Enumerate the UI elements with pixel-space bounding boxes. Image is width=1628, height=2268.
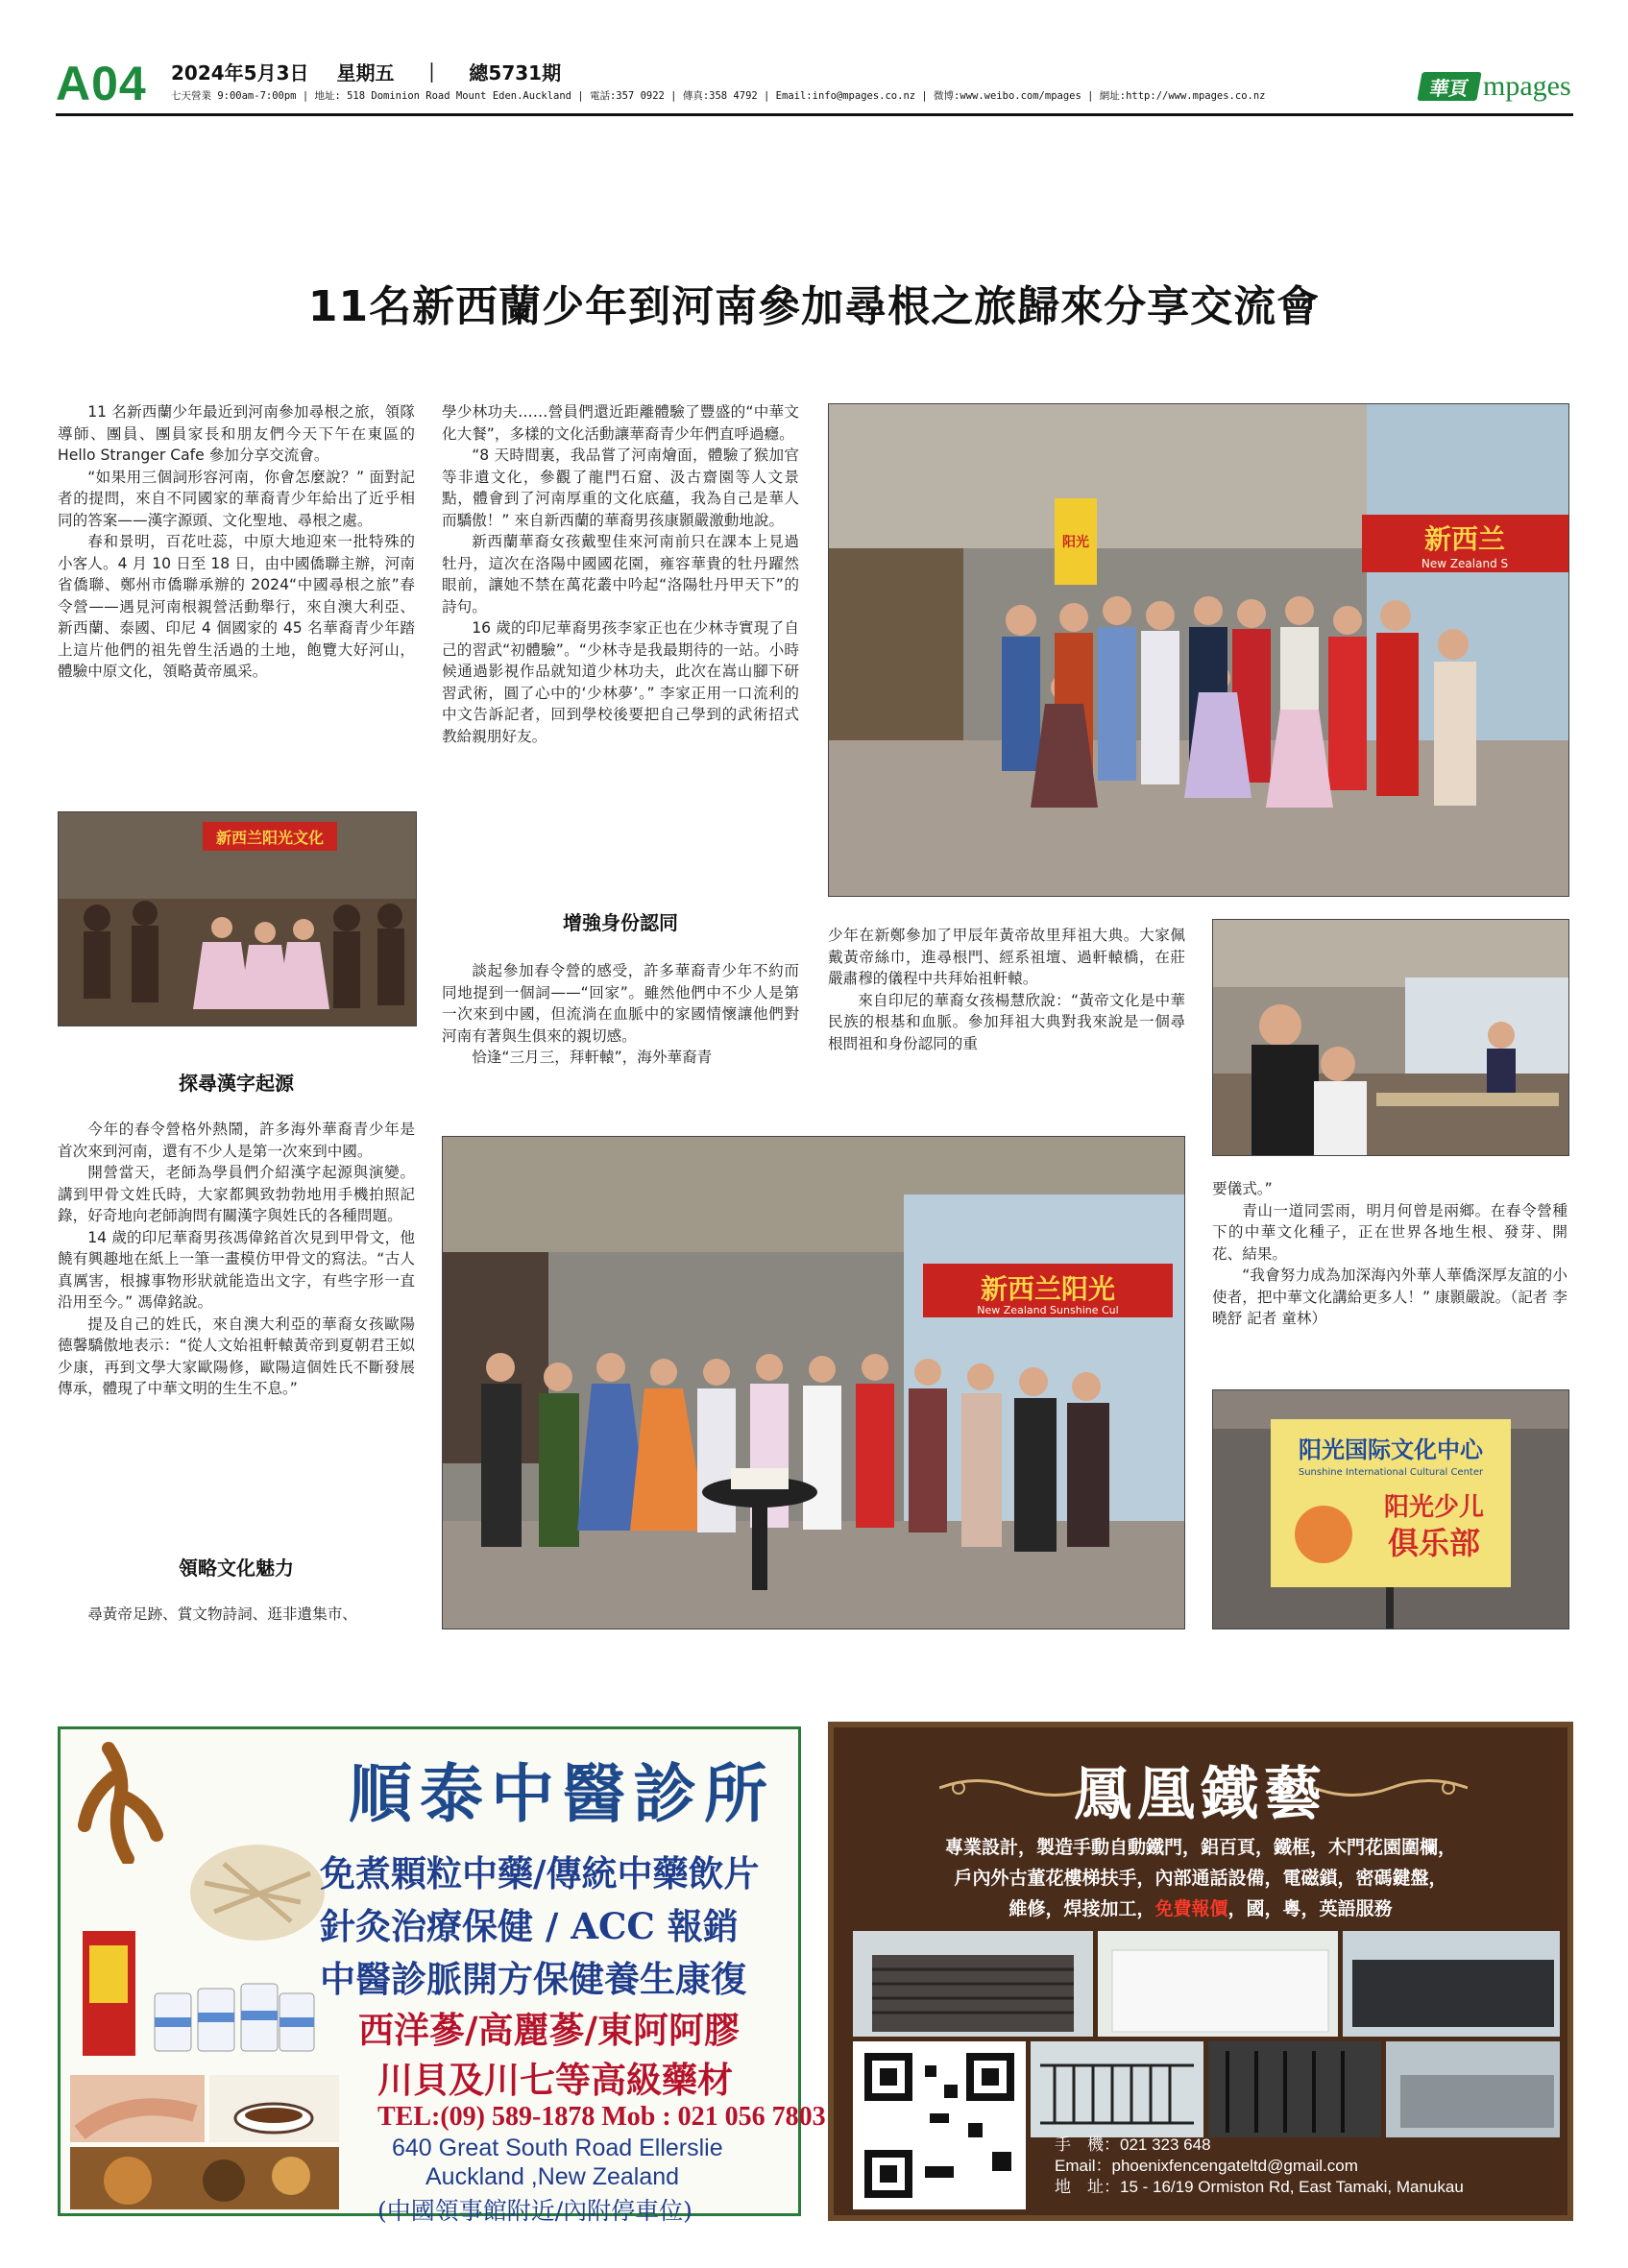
ad-phoenix-ironwork [828, 1722, 1573, 2221]
paragraph: 新西蘭華裔女孩戴聖佳來河南前只在課本上見過牡丹，這次在洛陽中國國花園，雍容華貴的牡丹躍然眼前，讓她不禁在萬花叢中吟起“洛陽牡丹甲天下”的詩句。 [442, 533, 799, 615]
paragraph: 談起參加春令營的感受，許多華裔青少年不約而同地提到一個詞——“回家”。雖然他們中不少人是第一次來到中國，但流淌在血脈中的家國情懷讓他們對河南有著與生俱來的親切感。 [442, 962, 799, 1045]
photo-event-crowd [58, 811, 417, 1026]
banner-text: 新西兰 [1423, 523, 1506, 555]
paragraph: “8 天時間裏，我品嘗了河南燴面，體驗了猴加官等非遺文化，參觀了龍門石窟、汲古齋園等人文景點，體會到了河南厚重的文化底蘊，我為自己是華人而驕傲！” 來自新西蘭的華裔男孩康顥嚴激動地說。 [442, 446, 799, 529]
issue-weekday: 星期五 [336, 61, 395, 84]
page-number: A04 [56, 57, 147, 110]
separator: ｜ [422, 61, 442, 84]
medicine-products-image [78, 1926, 318, 2061]
free-quote: 免費報價 [1154, 1898, 1228, 1919]
paragraph: 14 歲的印尼華裔男孩馮偉銘首次見到甲骨文，他饒有興趣地在紙上一筆一畫模仿甲骨文的寫法。“古人真厲害，根據事物形狀就能造出文字，有些字形一直沿用至今。” 馮偉銘說。 [58, 1228, 415, 1311]
header-rule [56, 113, 1573, 116]
paragraph: 春和景明，百花吐蕊，中原大地迎來一批特殊的小客人。4 月 10 日至 18 日，由中國僑聯主辦，河南省僑聯、鄭州市僑聯承辦的 2024“中國尋根之旅”春令營——遇見河南根親營活動舉行，來自澳大利亞、新西蘭、泰國、印尼 4 個國家的 45 名華裔青少年踏上這片他們的祖先曾生活過的土地，飽覽大好河山，體驗中原文化，領略黃帝風采。 [58, 533, 415, 680]
clinic-title: 順泰中醫診所 [349, 1756, 775, 1831]
article-column-2 [442, 401, 799, 747]
photo-group-cake [442, 1136, 1185, 1629]
ad-line-red: 川貝及川七等高級藥材 [377, 2059, 733, 2101]
subheading-culture: 領略文化魅力 [179, 1556, 294, 1580]
desc-part: ，國，粵，英語服務 [1227, 1898, 1393, 1919]
ad-line: 免煮顆粒中藥/傳統中藥飲片 [320, 1852, 760, 1894]
paragraph: 尋黃帝足跡、賞文物詩詞、逛非遺集市、 [87, 1605, 357, 1623]
paragraph: 今年的春令營格外熱鬧，許多海外華裔青少年是首次來到河南，還有不少人是第一次來到中國。 [58, 1121, 415, 1160]
paragraph: 16 歲的印尼華裔男孩李家正也在少林寺實現了自己的習武“初體驗”。“少林寺是我最期待的一站。小時候通過影視作品就知道少林功夫，此次在嵩山腳下研習武術，圓了心中的‘少林夢’。” 李家正用一口流利的中文告訴記者，回到學校後要把自己學到的武術招式教給親朋好友。 [442, 619, 799, 745]
clinic-address-note: (中國領事館附近/內附停車位) [377, 2197, 693, 2225]
paragraph: 學少林功夫……營員們還近距離體驗了豐盛的“中華文化大餐”，多樣的文化活動讓華裔青少年們直呼過癮。 [442, 403, 799, 443]
photo-seated-students [1212, 919, 1569, 1156]
ad-line: 針灸治療保健 / ACC 報銷 [320, 1905, 739, 1947]
logo-mark: 華頁 [1417, 72, 1481, 101]
logo-text: mpages [1483, 70, 1571, 102]
ironwork-title: 鳳凰鐵藝 [1074, 1761, 1327, 1828]
issue-date: 2024年5月3日 [171, 61, 309, 84]
paragraph: “我會努力成為加深海內外華人華僑深厚友誼的小使者，把中華文化講給更多人！” 康顥嚴說。（記者 李曉舒 記者 童林） [1212, 1267, 1567, 1327]
ad-line: 中醫診脈開方保健養生康復 [320, 1958, 746, 2000]
sign-title: 阳光国际文化中心 [1299, 1436, 1483, 1463]
photo-banner-small: 新西兰阳光文化 [215, 829, 325, 847]
banner-text-en: New Zealand S [1421, 557, 1509, 570]
paragraph: 要儀式。” [1212, 1180, 1273, 1197]
ginseng-image [70, 1739, 205, 1864]
ironwork-desc [834, 1894, 1567, 1920]
paragraph: 提及自己的姓氏，來自澳大利亞的華裔女孩歐陽德馨驕傲地表示：“從人文始祖軒轅黃帝到夏朝君王姒少康，再到文學大家歐陽修，歐陽這個姓氏不斷發展傳承，體現了中華文明的生生不息。” [58, 1315, 415, 1397]
article-column-1c [58, 1604, 415, 1626]
article-column-2b [442, 960, 799, 1069]
paragraph: 11 名新西蘭少年最近到河南參加尋根之旅，領隊導師、團員、團員家長和朋友們今天下午在東區的 Hello Stranger Cafe 參加分享交流會。 [58, 403, 415, 464]
clinic-address-line: 640 Great South Road Ellerslie [392, 2135, 723, 2161]
banner-small-text: 阳光 [1062, 535, 1089, 550]
sign-sub1: 阳光少儿 [1383, 1493, 1485, 1522]
date-line [171, 58, 582, 85]
clinic-address-line: Auckland ,New Zealand [425, 2163, 680, 2190]
paragraph: 來自印尼的華裔女孩楊慧欣說：“黃帝文化是中華民族的根基和血脈。參加拜祖大典對我來說是一個尋根問祖和身份認同的重 [828, 991, 1185, 1052]
banner-text: 新西兰阳光 [980, 1273, 1116, 1305]
sign-sub2: 俱乐部 [1387, 1525, 1481, 1561]
ironwork-desc: 戶內外古董花樓梯扶手，內部通話設備，電磁鎖，密碼鍵盤， [954, 1868, 1447, 1889]
acupuncture-tea-image [70, 2075, 339, 2209]
subheading-identity: 增強身份認同 [563, 911, 678, 934]
paragraph: 少年在新鄭參加了甲辰年黃帝故里拜祖大典。大家佩戴黃帝絲巾，進尋根門、經系祖壇、過軒轅橋，在莊嚴肅穆的儀程中共拜始祖軒轅。 [828, 927, 1185, 987]
clinic-phone: TEL:(09) 589-1878 Mob : 021 056 7803 [377, 2102, 826, 2132]
desc-part: 維修，焊接加工， [1008, 1898, 1155, 1919]
ad-line-red: 西洋蔘/高麗蔘/東阿阿膠 [358, 2009, 741, 2051]
paragraph: 青山一道同雲雨，明月何曾是兩鄉。在春令營種下的中華文化種子，正在世界各地生根、發芽、開花、結果。 [1212, 1201, 1567, 1263]
sign-en: Sunshine International Cultural Center [1298, 1467, 1484, 1478]
paragraph: 恰逢“三月三，拜軒轅”，海外華裔青 [472, 1049, 713, 1066]
ironwork-desc: 專業設計，製造手動自動鐵門，鋁百頁，鐵框，木門花園圍欄， [944, 1837, 1456, 1858]
mpages-logo [1420, 67, 1571, 106]
ad-chinese-medicine-clinic [58, 1726, 826, 2225]
contact-info-line: 七天營業 9:00am-7:00pm | 地址: 518 Dominion Road Mount Eden.Auckland | 電話:357 0922 | 傳真:358 4792 | Email:info@mpages.co.nz | 微博:www.weibo.com/mpages | 網址:http://www.mpages.co.nz [171, 90, 1266, 102]
issue-number: 總5731期 [469, 61, 562, 84]
article-column-4 [1212, 1178, 1567, 1330]
article-column-1b [58, 1119, 415, 1400]
photo-sunshine-sign [1212, 1389, 1569, 1629]
article-headline: 11名新西蘭少年到河南參加尋根之旅歸來分享交流會 [307, 282, 1321, 331]
article-column-1 [58, 401, 415, 683]
ironwork-email: Email：phoenixfencengateltd@gmail.com [1055, 2157, 1358, 2175]
ironwork-address: 地 址：15 - 16/19 Ormiston Rd, East Tamaki, Manukau [1055, 2178, 1464, 2196]
article-column-3 [828, 925, 1185, 1054]
subheading-hanzi: 探尋漢字起源 [179, 1072, 294, 1095]
paragraph: “如果用三個詞形容河南，你會怎麼說？” 面對記者的提問，來自不同國家的華裔青少年給出了近乎相同的答案——漢字源頭、文化聖地、尋根之處。 [58, 468, 415, 529]
paragraph: 開營當天，老師為學員們介紹漢字起源與演變。講到甲骨文姓氏時，大家都興致勃勃地用手機拍照記錄，好奇地向老師詢問有關漢字與姓氏的各種問題。 [58, 1164, 415, 1224]
ironwork-phone: 手 機：021 323 648 [1055, 2135, 1211, 2154]
banner-text-en: New Zealand Sunshine Cul [977, 1304, 1119, 1316]
photo-group-cafe [828, 403, 1569, 897]
